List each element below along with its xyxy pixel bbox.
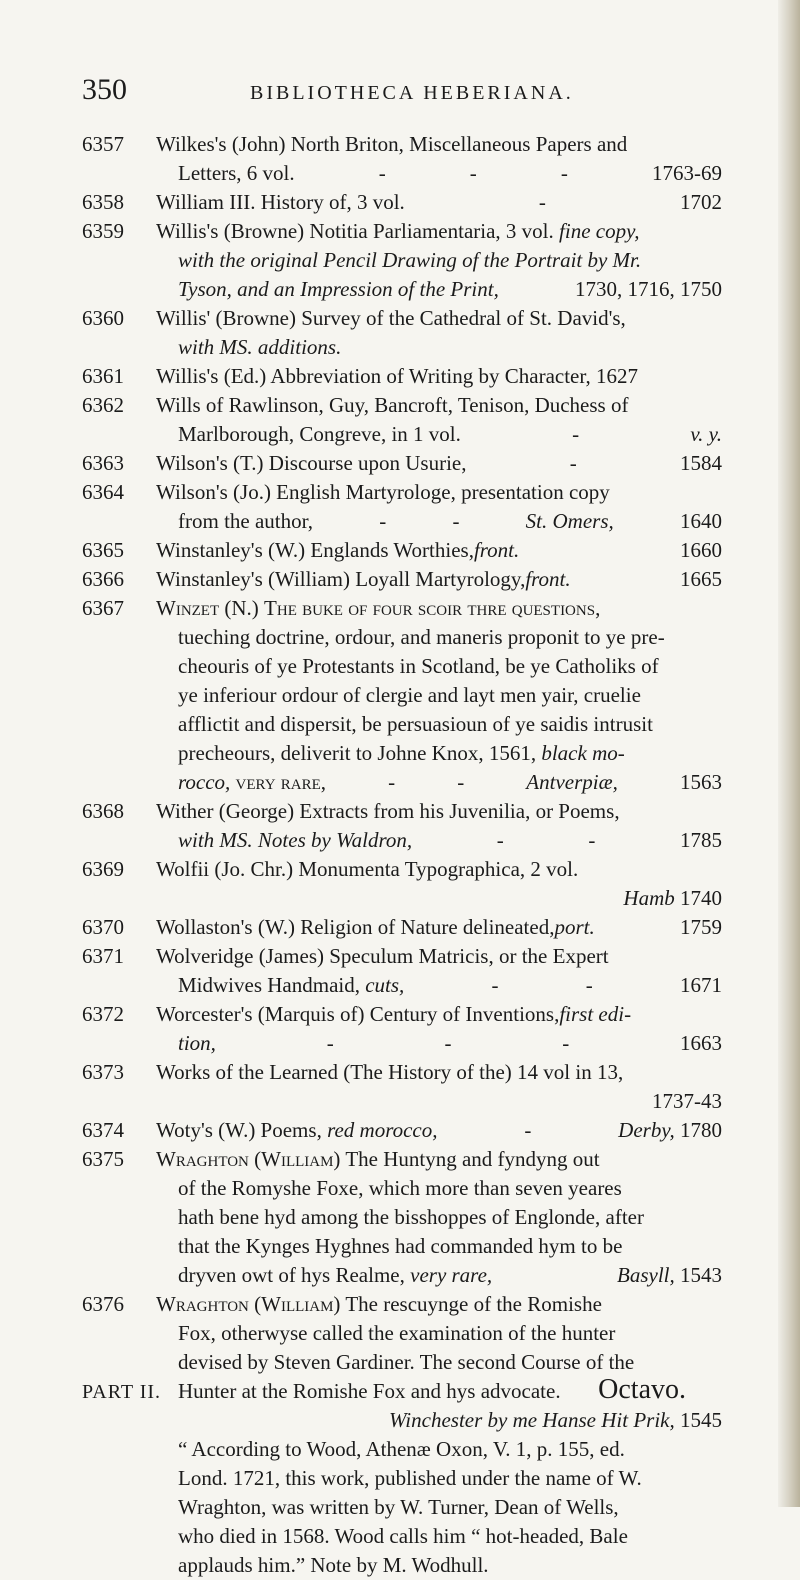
entry-note: with MS. additions. xyxy=(178,335,342,359)
entry-note: with MS. Notes by Waldron, xyxy=(178,828,413,852)
catalogue-entry-6372 xyxy=(82,1000,722,1058)
entry-text: Fox, otherwyse called the examination of the hunter xyxy=(178,1321,616,1345)
entry-text: Wills of Rawlinson, Guy, Bancroft, Tenison, Duchess of xyxy=(156,393,629,417)
entry-line xyxy=(156,188,722,217)
entry-date: 1737-43 xyxy=(652,1089,722,1113)
catalogue-entry-6362 xyxy=(82,391,722,449)
entry-text: Works of the Learned (The History of the) 14 vol in 13, xyxy=(156,1060,624,1084)
entry-note: front. xyxy=(473,538,520,562)
lot-number: 6375 xyxy=(82,1147,124,1171)
entry-text: Wolfii (Jo. Chr.) Monumenta Typographica, 2 vol. xyxy=(156,857,579,881)
entry-text: Worcester's (Marquis of) Century of Inventions, xyxy=(156,1002,560,1026)
entry-text: cheouris of ye Protestants in Scotland, be ye Catholiks of xyxy=(178,654,659,678)
entry-line xyxy=(156,826,722,855)
entry-imprint: Winchester by me Hanse Hit Prik, xyxy=(388,1408,675,1432)
lot-number: 6374 xyxy=(82,1118,124,1142)
page-number: 350 xyxy=(82,73,127,106)
entry-author: Wraghton (William) xyxy=(156,1147,341,1171)
dash: - xyxy=(496,828,504,852)
entry-text: Winstanley's (William) Loyall Martyrology, xyxy=(156,567,526,591)
entry-line xyxy=(156,768,722,797)
entry-date: 1563 xyxy=(679,770,722,794)
catalogue-entry-6369 xyxy=(82,855,722,913)
entry-text: Wilkes's (John) North Briton, Miscellaneous Papers and xyxy=(156,132,628,156)
entry-text: Wolveridge (James) Speculum Matricis, or the Expert xyxy=(156,944,609,968)
entry-text: from the author, xyxy=(178,509,314,533)
catalogue-entry-6357 xyxy=(82,130,722,188)
entry-text: Willis' (Browne) Survey of the Cathedral of St. David's, xyxy=(156,306,626,330)
entry-text: of the Romyshe Foxe, which more than seven yeares xyxy=(178,1176,622,1200)
entry-line xyxy=(156,1145,722,1174)
catalogue-entry-6364 xyxy=(82,478,722,536)
catalogue-entry-6370 xyxy=(82,913,722,942)
entry-title: The Huntyng and fyndyng out xyxy=(345,1147,600,1171)
catalogue-entry-6374 xyxy=(82,1116,722,1145)
entry-date: 1660 xyxy=(680,538,722,562)
entry-date: 1702 xyxy=(680,190,722,214)
entry-date: 1584 xyxy=(680,451,722,475)
dash: - xyxy=(524,1118,532,1142)
entry-text: Wilson's (Jo.) English Martyrologe, presentation copy xyxy=(156,480,610,504)
entry-line xyxy=(156,275,722,304)
dash: - xyxy=(378,161,386,185)
entry-line xyxy=(156,565,722,594)
entry-text: Wollaston's (W.) Religion of Nature delineated, xyxy=(156,915,555,939)
dash: - xyxy=(457,770,465,794)
note-line: who died in 1568. Wood calls him “ hot-headed, Bale xyxy=(178,1524,628,1548)
lot-number: 6362 xyxy=(82,393,124,417)
entry-date: 1665 xyxy=(680,567,722,591)
signature-mark: Octavo. xyxy=(598,1374,686,1405)
lot-number: 6365 xyxy=(82,538,124,562)
note-line: “ According to Wood, Athenæ Oxon, V. 1, p. 155, ed. xyxy=(178,1437,625,1461)
lot-number: 6361 xyxy=(82,364,124,388)
entry-date: 1730, 1716, 1750 xyxy=(575,277,722,301)
lot-number: 6359 xyxy=(82,219,124,243)
entry-date: 1740 xyxy=(680,886,722,910)
note-line: Lond. 1721, this work, published under the name of W. xyxy=(178,1466,642,1490)
dash: - xyxy=(560,161,568,185)
entry-note: Tyson, and an Impression of the Print, xyxy=(178,277,499,301)
dash: - xyxy=(491,973,499,997)
dash: - xyxy=(562,1031,570,1055)
catalogue-entry-6375 xyxy=(82,1145,722,1290)
lot-number: 6369 xyxy=(82,857,124,881)
catalogue-entry-6361 xyxy=(82,362,722,391)
entry-text: Marlborough, Congreve, in 1 vol. xyxy=(178,422,461,446)
entry-text: Woty's (W.) Poems, xyxy=(156,1118,322,1142)
lot-number: 6364 xyxy=(82,480,124,504)
entry-text: Midwives Handmaid, xyxy=(178,973,360,997)
entry-note: red morocco, xyxy=(327,1118,438,1142)
page-footer xyxy=(82,1374,686,1406)
entry-note: tion, xyxy=(178,1031,216,1055)
entry-author: Wraghton (William) xyxy=(156,1292,341,1316)
entry-date: 1663 xyxy=(679,1031,722,1055)
entry-text: ye inferiour ordour of clergie and layt men yair, cruelie xyxy=(178,683,641,707)
entry-note: cuts, xyxy=(365,973,405,997)
entry-note: port. xyxy=(554,915,595,939)
catalogue-entry-6360 xyxy=(82,304,722,362)
catalogue-entry-6371 xyxy=(82,942,722,1000)
entry-note: fine copy, xyxy=(559,219,640,243)
entry-text: devised by Steven Gardiner. The second Course of the xyxy=(178,1350,635,1374)
lot-number: 6370 xyxy=(82,915,124,939)
entry-text: that the Kynges Hyghnes had commanded hym to be xyxy=(178,1234,623,1258)
catalogue-entry-6367 xyxy=(82,594,722,797)
entry-author: Winzet (N.) xyxy=(156,596,259,620)
catalogue-entry-6358 xyxy=(82,188,722,217)
entry-date: v. y. xyxy=(690,422,722,446)
dash: - xyxy=(585,973,593,997)
entry-line xyxy=(156,420,722,449)
entry-date: 1671 xyxy=(679,973,722,997)
dash: - xyxy=(444,1031,452,1055)
entry-text: hath bene hyd among the bisshoppes of Englonde, after xyxy=(178,1205,644,1229)
entry-date: 1543 xyxy=(680,1263,722,1287)
entry-title: The rescuynge of the Romishe xyxy=(345,1292,602,1316)
entry-place: Derby, xyxy=(618,1118,675,1142)
entry-text: precheours, deliverit to Johne Knox, 1561, xyxy=(178,741,537,765)
entry-note: front. xyxy=(525,567,571,591)
dash: - xyxy=(388,770,396,794)
catalogue-entries xyxy=(82,130,722,1580)
lot-number: 6367 xyxy=(82,596,124,620)
entry-line xyxy=(156,536,722,565)
dash: - xyxy=(379,509,387,533)
entry-text: Wither (George) Extracts from his Juvenilia, or Poems, xyxy=(156,799,620,823)
entry-line xyxy=(156,1261,722,1290)
entry-line xyxy=(156,1000,722,1029)
entry-line xyxy=(156,739,722,768)
entry-place: Hamb xyxy=(623,886,675,910)
entry-text: Hunter at the Romishe Fox and hys advocate. xyxy=(178,1379,561,1403)
entry-line xyxy=(156,884,722,913)
catalogue-entry-6368 xyxy=(82,797,722,855)
entry-line xyxy=(156,594,722,623)
entry-line xyxy=(156,1116,722,1145)
lot-number: 6372 xyxy=(82,1002,124,1026)
dash: - xyxy=(572,422,580,446)
entry-note: black mo- xyxy=(541,741,625,765)
catalogue-entry-6359 xyxy=(82,217,722,304)
entry-text: tueching doctrine, ordour, and maneris proponit to ye pre- xyxy=(178,625,665,649)
entry-line xyxy=(156,217,722,246)
entry-text: Willis's (Ed.) Abbreviation of Writing by Character, 1627 xyxy=(156,364,639,388)
entry-place: Basyll, xyxy=(617,1263,675,1287)
dash: - xyxy=(452,509,460,533)
lot-number: 6371 xyxy=(82,944,124,968)
entry-text: Willis's (Browne) Notitia Parliamentaria, 3 vol. xyxy=(156,219,554,243)
dash: - xyxy=(469,161,477,185)
entry-text: afflictit and dispersit, be persuasioun of ye saidis intrusit xyxy=(178,712,653,736)
lot-number: 6376 xyxy=(82,1292,124,1316)
part-label: PART II. xyxy=(82,1381,162,1403)
dash: - xyxy=(538,190,546,214)
entry-text: Wilson's (T.) Discourse upon Usurie, xyxy=(156,451,467,475)
entry-date: 1759 xyxy=(680,915,722,939)
entry-line xyxy=(156,1290,722,1319)
page-edge-shadow xyxy=(778,0,800,1507)
entry-title: The buke of four scoir thre questions, xyxy=(264,596,601,620)
entry-text: William III. History of, 3 vol. xyxy=(156,190,405,214)
catalogue-entry-6366 xyxy=(82,565,722,594)
entry-note: rocco, xyxy=(178,770,231,794)
entry-line xyxy=(156,971,722,1000)
entry-place: St. Omers, xyxy=(525,509,614,533)
entry-date: 1763-69 xyxy=(651,161,722,185)
entry-line xyxy=(156,913,722,942)
entry-date: 1785 xyxy=(680,828,722,852)
note-line: applauds him.” Note by M. Wodhull. xyxy=(178,1553,489,1577)
entry-line xyxy=(156,507,722,536)
page-header xyxy=(82,72,722,112)
entry-line xyxy=(156,159,722,188)
dash: - xyxy=(569,451,577,475)
entry-line xyxy=(156,1406,722,1435)
running-head: BIBLIOTHECA HEBERIANA. xyxy=(250,82,574,104)
entry-place: Antverpiæ, xyxy=(526,770,618,794)
lot-number: 6360 xyxy=(82,306,124,330)
entry-date: 1545 xyxy=(680,1408,722,1432)
catalogue-entry-6365 xyxy=(82,536,722,565)
catalogue-entry-6373 xyxy=(82,1058,722,1116)
lot-number: 6363 xyxy=(82,451,124,475)
lot-number: 6358 xyxy=(82,190,124,214)
entry-text: dryven owt of hys Realme, xyxy=(178,1263,405,1287)
entry-text: Winstanley's (W.) Englands Worthies, xyxy=(156,538,474,562)
lot-number: 6366 xyxy=(82,567,124,591)
entry-note: very rare, xyxy=(235,770,327,794)
catalogue-entry-6363 xyxy=(82,449,722,478)
entry-line xyxy=(156,1029,722,1058)
catalogue-entry-6376 xyxy=(82,1290,722,1435)
entry-note: with the original Pencil Drawing of the Portrait by Mr. xyxy=(178,248,642,272)
entry-line xyxy=(156,449,722,478)
bibliographic-note xyxy=(82,1435,722,1580)
lot-number: 6357 xyxy=(82,132,124,156)
entry-date: 1780 xyxy=(679,1118,722,1142)
note-line: Wraghton, was written by W. Turner, Dean of Wells, xyxy=(178,1495,619,1519)
entry-note: first edi- xyxy=(559,1002,632,1026)
entry-date: 1640 xyxy=(679,509,722,533)
entry-text: Letters, 6 vol. xyxy=(178,161,295,185)
entry-note: very rare, xyxy=(410,1263,493,1287)
dash: - xyxy=(326,1031,334,1055)
lot-number: 6373 xyxy=(82,1060,124,1084)
lot-number: 6368 xyxy=(82,799,124,823)
dash: - xyxy=(588,828,596,852)
